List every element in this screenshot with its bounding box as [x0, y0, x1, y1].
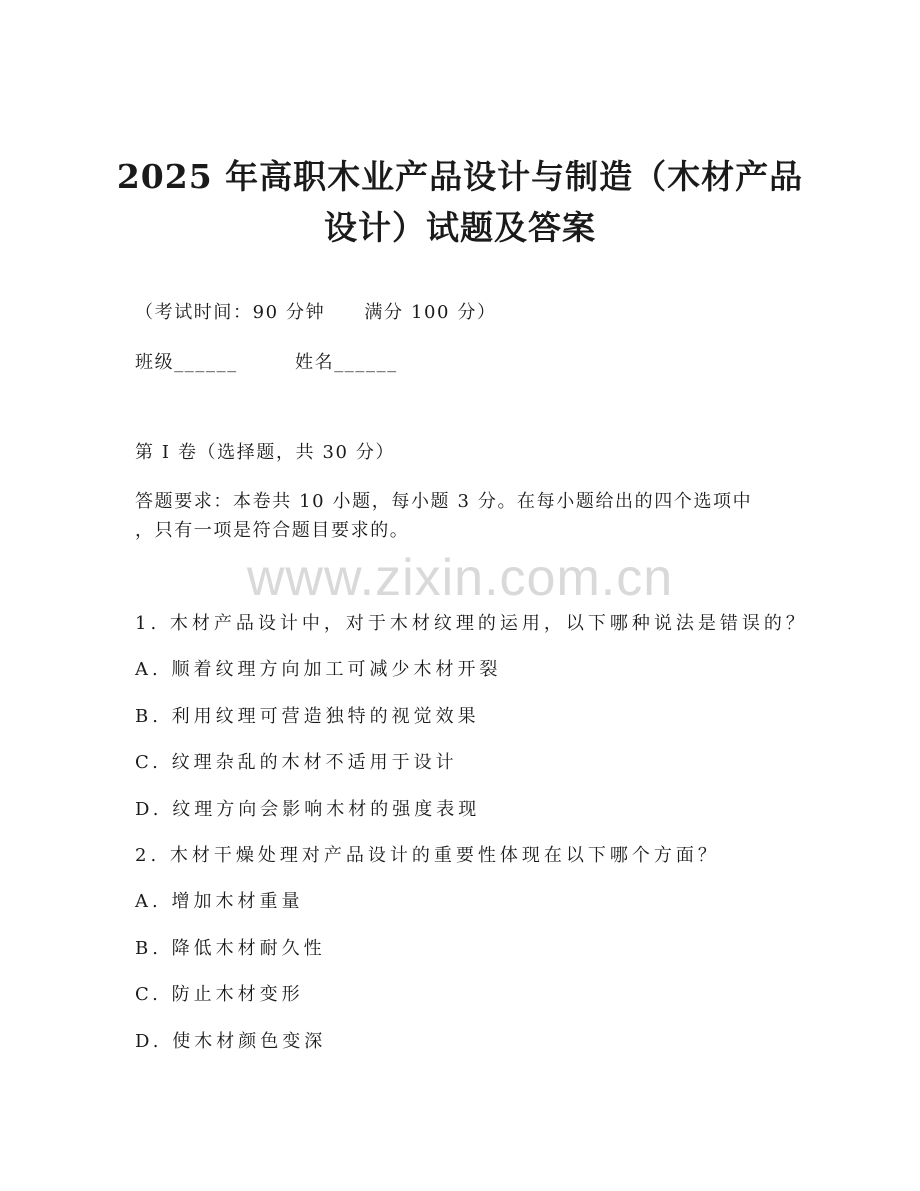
question-2-option-c: C. 防止木材变形 [135, 984, 304, 1005]
name-field: 姓名______ [295, 352, 398, 373]
document-title-line-2: 设计）试题及答案 [324, 208, 596, 247]
question-1-option-b: B. 利用纹理可营造独特的视觉效果 [135, 706, 480, 727]
question-1-option-a: A. 顺着纹理方向加工可减少木材开裂 [135, 659, 502, 680]
exam-info: （考试时间：90 分钟 满分 100 分） [135, 302, 497, 323]
class-field: 班级______ [135, 352, 238, 373]
watermark: www.zixin.com.cn [246, 549, 674, 607]
section-heading: 第 I 卷（选择题，共 30 分） [135, 442, 396, 463]
question-2-option-b: B. 降低木材耐久性 [135, 938, 326, 959]
question-2-option-a: A. 增加木材重量 [135, 891, 304, 912]
question-1-option-d: D. 纹理方向会影响木材的强度表现 [135, 799, 481, 820]
section-instructions-line-1: 答题要求：本卷共 10 小题，每小题 3 分。在每小题给出的四个选项中 [135, 491, 753, 512]
section-instructions-line-2: ，只有一项是符合题目要求的。 [135, 520, 410, 541]
question-2-option-d: D. 使木材颜色变深 [135, 1031, 327, 1052]
document-title-line-1: 2025 年高职木业产品设计与制造（木材产品 [116, 157, 804, 196]
question-1-stem: 1. 木材产品设计中，对于木材纹理的运用，以下哪种说法是错误的？ [135, 613, 808, 634]
question-1-option-c: C. 纹理杂乱的木材不适用于设计 [135, 752, 458, 773]
question-2-stem: 2. 木材干燥处理对产品设计的重要性体现在以下哪个方面？ [135, 845, 720, 866]
